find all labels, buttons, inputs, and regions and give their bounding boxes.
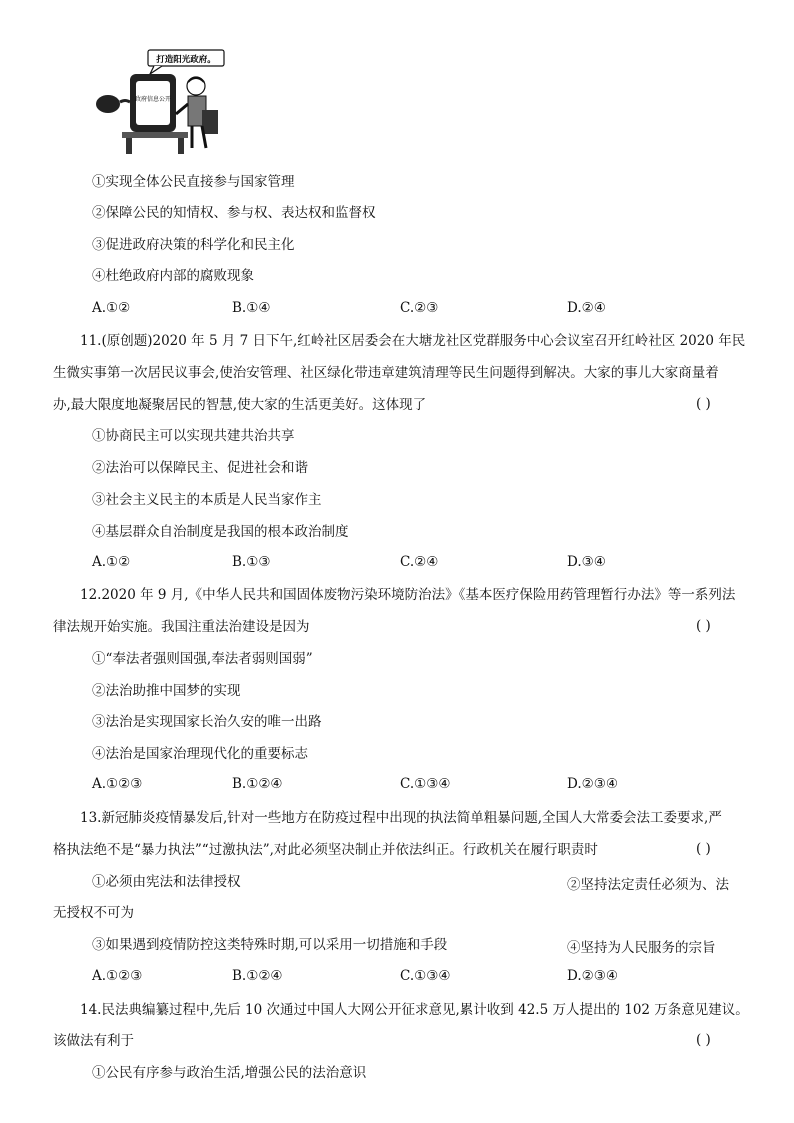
cartoon-illustration	[92, 44, 237, 156]
q13-answer-b: B.①②④	[232, 968, 283, 984]
q10-answer-b: B.①④	[232, 300, 271, 316]
q11-answer-d: D.③④	[567, 554, 606, 570]
q11-option-4: ④基层群众自治制度是我国的根本政治制度	[92, 524, 349, 540]
q12-option-3: ③法治是实现国家长治久安的唯一出路	[92, 714, 322, 730]
q10-answer-d: D.②④	[567, 300, 606, 316]
q11-stem-line-3: 办,最大限度地凝聚居民的智慧,使大家的生活更美好。这体现了	[53, 397, 427, 413]
q12-stem-line-1: 12.2020 年 9 月,《中华人民共和国固体废物污染环境防治法》《基本医疗保险用药管理暂行办法》等一系列法	[80, 587, 736, 603]
q11-stem-line-1: 11.(原创题)2020 年 5 月 7 日下午,红岭社区居委会在大塘龙社区党群服务中心会议室召开红岭社区 2020 年民	[80, 333, 746, 349]
q10-answer-c: C.②③	[400, 300, 439, 316]
q13-answer-d: D.②③④	[567, 968, 618, 984]
q10-answer-a: A.①②	[92, 300, 131, 316]
q11-option-1: ①协商民主可以实现共建共治共享	[92, 428, 295, 444]
q12-option-2: ②法治助推中国梦的实现	[92, 683, 241, 699]
q14-stem-line-2: 该做法有利于	[53, 1033, 134, 1049]
q10-option-3: ③促进政府决策的科学化和民主化	[92, 237, 295, 253]
q11-answer-blank: ( )	[696, 396, 711, 412]
bubble-text: 打造阳光政府。	[156, 55, 216, 65]
q13-answer-blank: ( )	[696, 841, 711, 857]
q14-answer-blank: ( )	[696, 1032, 711, 1048]
q13-option-1: ①必须由宪法和法律授权	[92, 874, 241, 890]
q13-option-2-continued: 无授权不可为	[53, 905, 134, 921]
q13-option-2: ②坚持法定责任必须为、法	[567, 877, 729, 893]
q12-answer-a: A.①②③	[92, 776, 143, 792]
q12-answer-c: C.①③④	[400, 776, 451, 792]
q13-answer-a: A.①②③	[92, 968, 143, 984]
q11-answer-c: C.②④	[400, 554, 439, 570]
screen-text: 政府信息公开	[134, 96, 172, 103]
q11-stem-line-2: 生微实事第一次居民议事会,使治安管理、社区绿化带违章建筑清理等民生问题得到解决。大家的事儿大家商量着	[53, 365, 719, 381]
q14-option-1: ①公民有序参与政治生活,增强公民的法治意识	[92, 1065, 367, 1081]
q12-answer-b: B.①②④	[232, 776, 283, 792]
q12-option-4: ④法治是国家治理现代化的重要标志	[92, 746, 308, 762]
q13-stem-line-1: 13.新冠肺炎疫情暴发后,针对一些地方在防疫过程中出现的执法简单粗暴问题,全国人大常委会法工委要求,严	[80, 810, 722, 826]
q10-option-2: ②保障公民的知情权、参与权、表达权和监督权	[92, 205, 376, 221]
q13-option-3: ③如果遇到疫情防控这类特殊时期,可以采用一切措施和手段	[92, 937, 448, 953]
q14-stem-line-1: 14.民法典编纂过程中,先后 10 次通过中国人大网公开征求意见,累计收到 42.5 万人提出的 102 万条意见建议。	[80, 1002, 749, 1018]
q12-answer-d: D.②③④	[567, 776, 618, 792]
q11-answer-a: A.①②	[92, 554, 131, 570]
q13-stem-line-2: 格执法绝不是“暴力执法”“过激执法”,对此必须坚决制止并依法纠正。行政机关在履行职责时	[53, 842, 598, 858]
q12-option-1: ①“奉法者强则国强,奉法者弱则国弱”	[92, 651, 313, 667]
q13-option-4: ④坚持为人民服务的宗旨	[567, 940, 716, 956]
q10-option-1: ①实现全体公民直接参与国家管理	[92, 174, 295, 190]
q12-answer-blank: ( )	[696, 618, 711, 634]
q11-answer-b: B.①③	[232, 554, 271, 570]
q13-answer-c: C.①③④	[400, 968, 451, 984]
q10-option-4: ④杜绝政府内部的腐败现象	[92, 268, 254, 284]
q11-option-3: ③社会主义民主的本质是人民当家作主	[92, 492, 322, 508]
q12-stem-line-2: 律法规开始实施。我国注重法治建设是因为	[53, 619, 310, 635]
q11-option-2: ②法治可以保障民主、促进社会和谐	[92, 460, 308, 476]
